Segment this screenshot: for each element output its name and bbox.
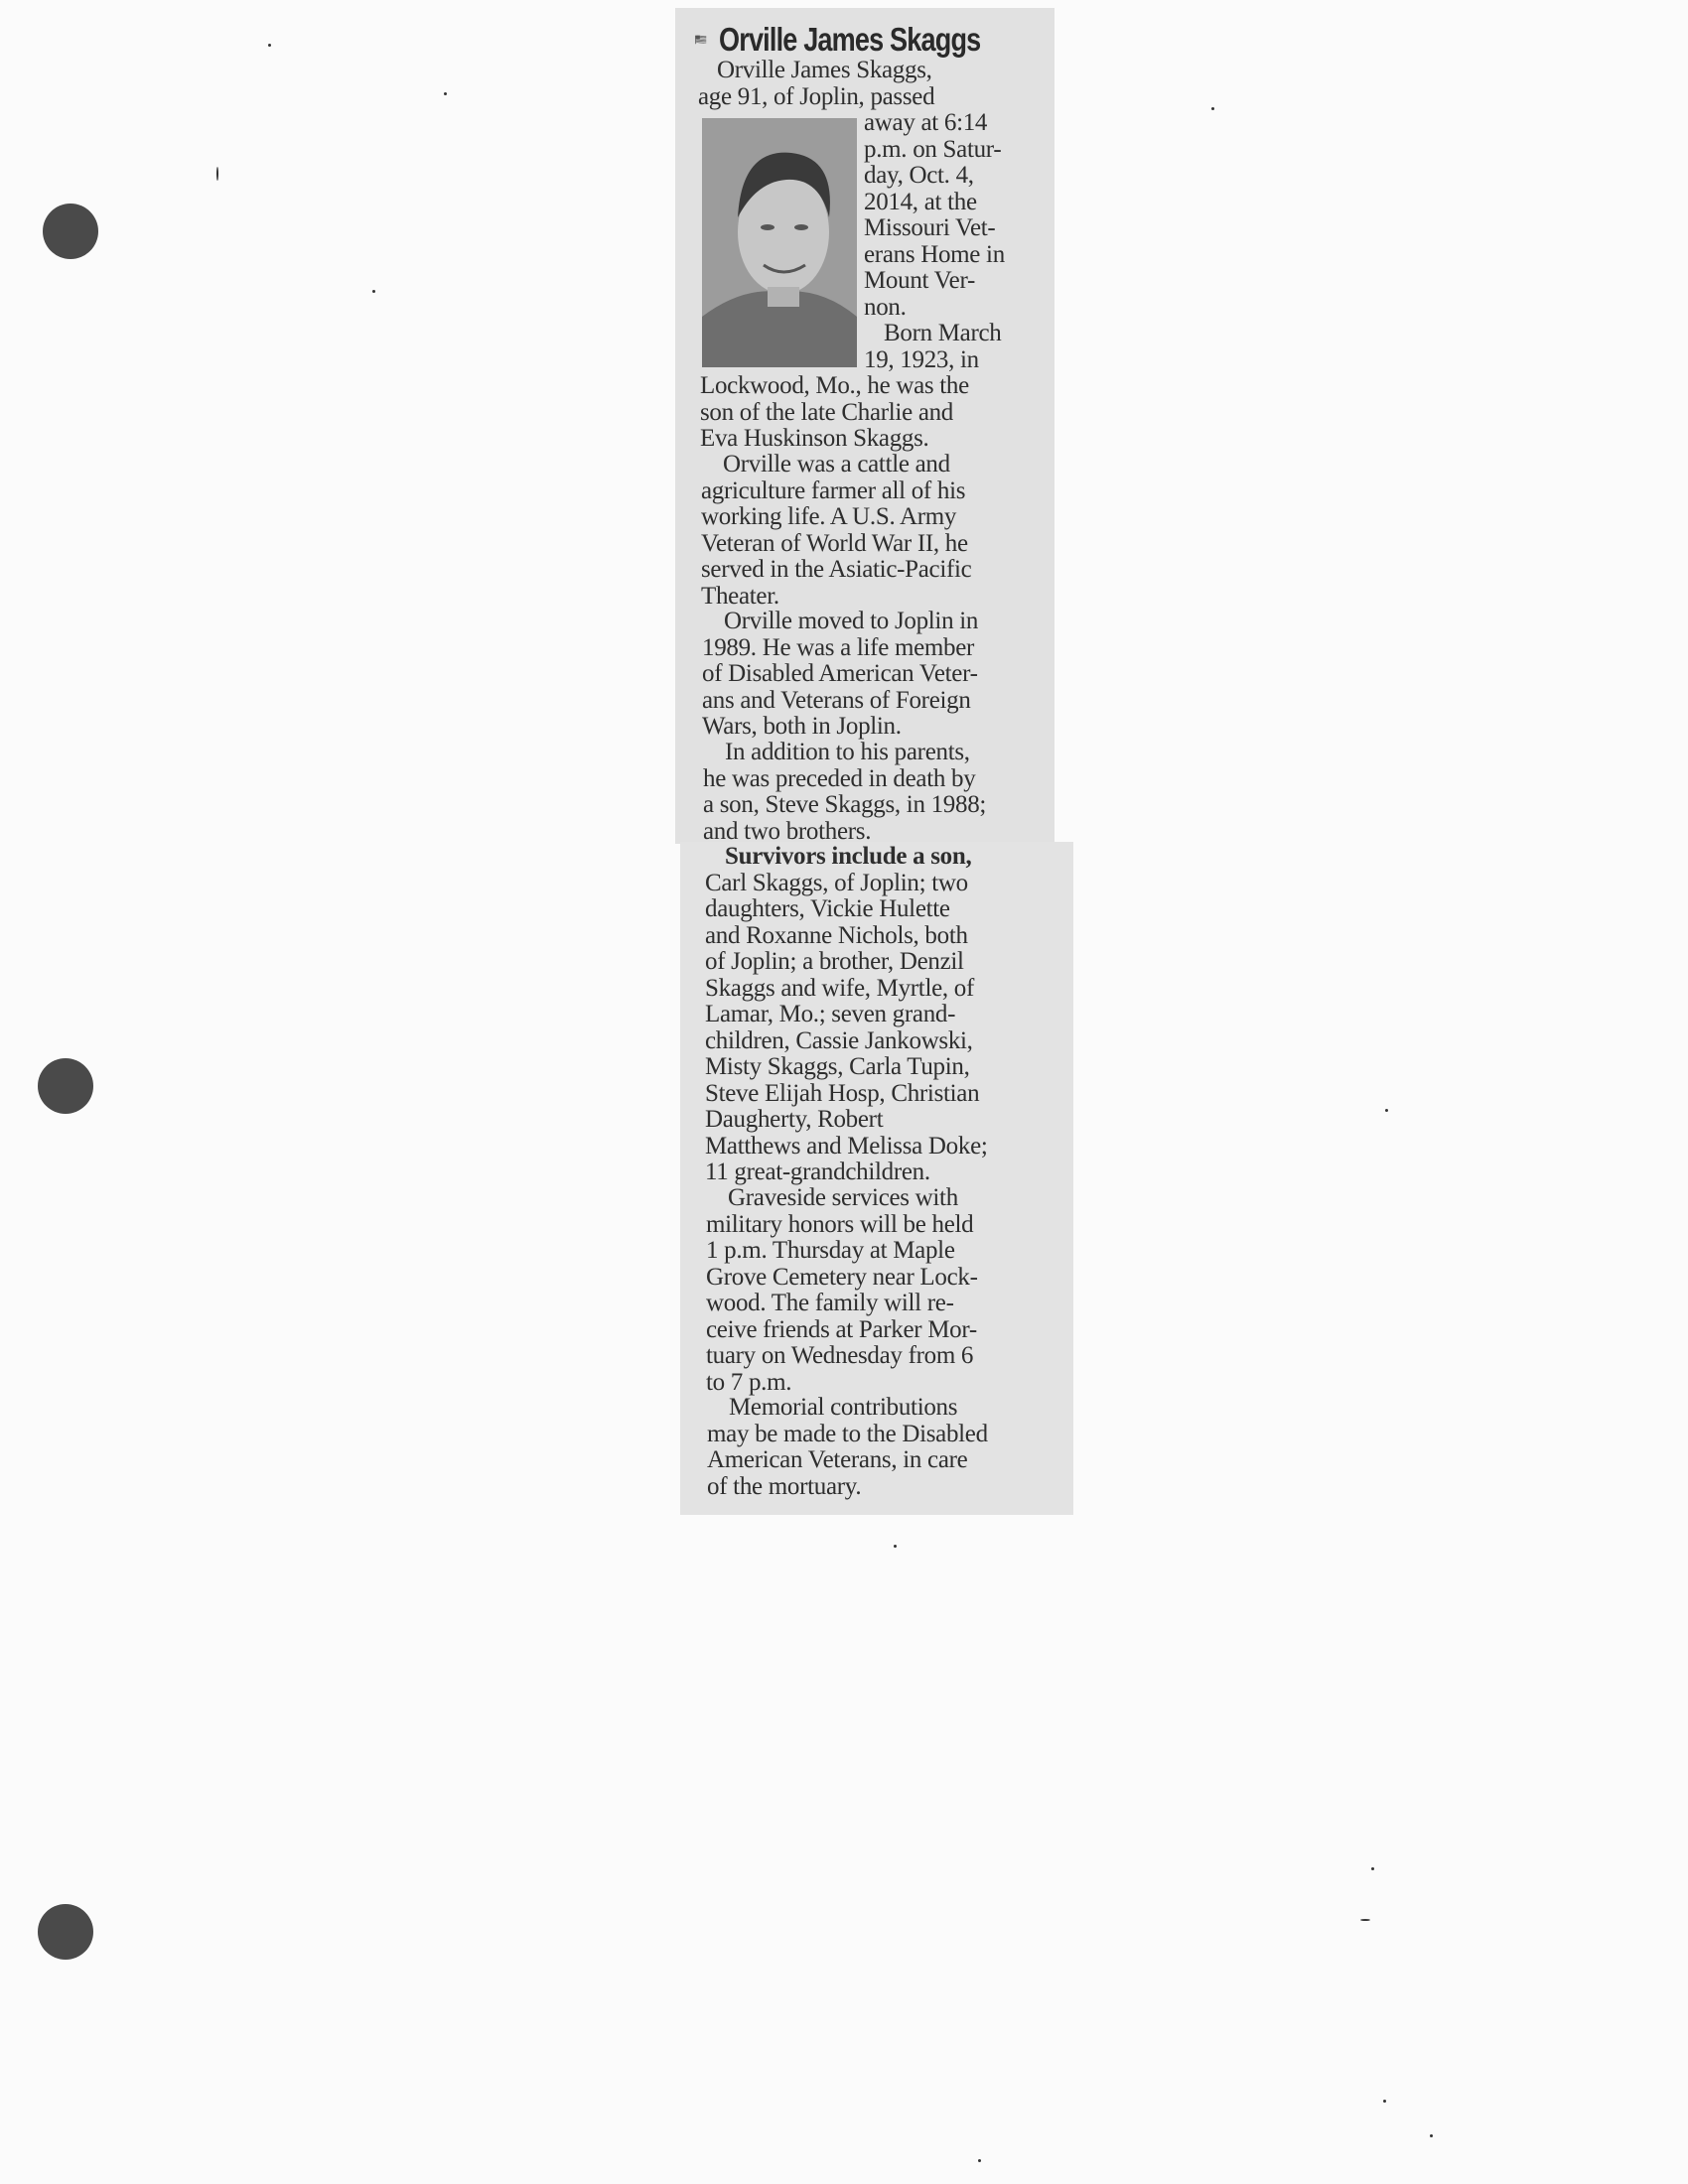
- intro-text-2: [698, 84, 934, 111]
- birth-text: [700, 373, 969, 453]
- text-line: Orville was a cattle and: [723, 451, 950, 478]
- text-line: age 91, of Joplin, passed: [698, 83, 935, 110]
- scan-speck: [978, 2159, 981, 2162]
- text-line: of the mortuary.: [707, 1472, 862, 1500]
- text-line: working life. A U.S. Army: [701, 503, 957, 530]
- text-line: ceive friends at Parker Mor-: [706, 1315, 977, 1343]
- text-line: Lamar, Mo.; seven grand-: [705, 1001, 956, 1027]
- text-line: Matthews and Melissa Doke;: [705, 1132, 988, 1160]
- text-line: Grove Cemetery near Lock-: [706, 1263, 978, 1291]
- text-line: he was preceded in death by: [703, 764, 976, 792]
- text-line: of Disabled American Veter-: [702, 660, 978, 687]
- punch-hole-top: [43, 204, 98, 259]
- text-line: tuary on Wednesday from 6: [706, 1342, 974, 1369]
- services-text: [706, 1185, 978, 1396]
- text-line: Survivors include a son,: [725, 843, 972, 870]
- scan-speck: [444, 92, 447, 95]
- portrait-photo: [702, 118, 857, 367]
- text-line: Misty Skaggs, Carla Tupin,: [705, 1053, 970, 1080]
- text-line: erans Home in: [864, 240, 1005, 268]
- text-line: of Joplin; a brother, Denzil: [705, 948, 964, 975]
- text-line: Theater.: [701, 582, 779, 610]
- text-line: Carl Skaggs, of Joplin; two: [705, 869, 968, 896]
- text-line: Eva Huskinson Skaggs.: [700, 425, 929, 452]
- text-line: Memorial contributions: [729, 1394, 958, 1421]
- scan-speck: [216, 167, 218, 181]
- text-line: and Roxanne Nichols, both: [705, 921, 968, 949]
- joplin-text: [702, 609, 978, 741]
- scan-speck: [1430, 2134, 1433, 2137]
- text-line: and two brothers.: [703, 817, 872, 845]
- text-line: away at 6:14: [864, 109, 988, 136]
- text-line: Orville moved to Joplin in: [724, 608, 979, 634]
- deceased-name: Orville James Skaggs: [718, 21, 981, 58]
- text-line: Graveside services with: [728, 1184, 958, 1211]
- text-line: Veteran of World War II, he: [701, 529, 968, 557]
- memorial-text: [707, 1395, 988, 1500]
- scan-speck: [268, 44, 271, 47]
- text-line: Steve Elijah Hosp, Christian: [705, 1079, 980, 1107]
- scan-speck: [1211, 107, 1214, 110]
- text-line: daughters, Vickie Hulette: [705, 895, 950, 922]
- text-line: Orville James Skaggs,: [717, 57, 932, 83]
- text-line: 1 p.m. Thursday at Maple: [706, 1237, 955, 1264]
- text-line: children, Cassie Jankowski,: [705, 1026, 973, 1054]
- text-line: non.: [864, 293, 907, 321]
- scan-speck: [1360, 1919, 1370, 1921]
- scan-speck: [894, 1545, 897, 1548]
- text-line: day, Oct. 4,: [864, 162, 974, 189]
- text-line: Born March: [884, 320, 1002, 346]
- text-line: agriculture farmer all of his: [701, 477, 966, 504]
- punch-hole-bottom: [38, 1904, 93, 1960]
- text-line: ans and Veterans of Foreign: [702, 686, 971, 714]
- text-line: Daugherty, Robert: [705, 1106, 884, 1133]
- text-line: 19, 1923, in: [864, 345, 979, 373]
- punch-hole-middle: [38, 1058, 93, 1114]
- portrait-figure-icon: [702, 118, 857, 367]
- text-line: military honors will be held: [706, 1210, 974, 1238]
- text-line: Lockwood, Mo., he was the: [700, 372, 969, 399]
- death-details-text: [864, 110, 1005, 373]
- scan-speck: [1371, 1867, 1374, 1870]
- text-line: to 7 p.m.: [706, 1368, 792, 1396]
- survivors-text: [705, 844, 988, 1186]
- text-line: 2014, at the: [864, 188, 977, 215]
- text-line: American Veterans, in care: [707, 1446, 968, 1473]
- text-line: In addition to his parents,: [725, 739, 970, 765]
- text-line: may be made to the Disabled: [707, 1420, 988, 1447]
- text-line: a son, Steve Skaggs, in 1988;: [703, 791, 987, 818]
- text-line: Missouri Vet-: [864, 214, 996, 241]
- text-line: 1989. He was a life member: [702, 633, 975, 661]
- preceded-text: [703, 740, 986, 845]
- text-line: Mount Ver-: [864, 267, 976, 294]
- scan-speck: [1385, 1109, 1388, 1112]
- scan-speck: [1383, 2100, 1386, 2103]
- text-line: p.m. on Satur-: [864, 135, 1002, 163]
- text-line: son of the late Charlie and: [700, 398, 954, 426]
- career-text: [701, 452, 971, 610]
- text-line: served in the Asiatic-Pacific: [701, 556, 972, 583]
- text-line: Wars, both in Joplin.: [702, 713, 902, 740]
- scan-speck: [372, 290, 375, 293]
- text-line: Skaggs and wife, Myrtle, of: [705, 974, 975, 1002]
- american-flag-icon: [695, 23, 707, 57]
- text-line: 11 great-grandchildren.: [705, 1159, 930, 1185]
- obituary-headline: [695, 18, 1038, 62]
- intro-text: [717, 58, 932, 84]
- text-line: wood. The family will re-: [706, 1290, 954, 1316]
